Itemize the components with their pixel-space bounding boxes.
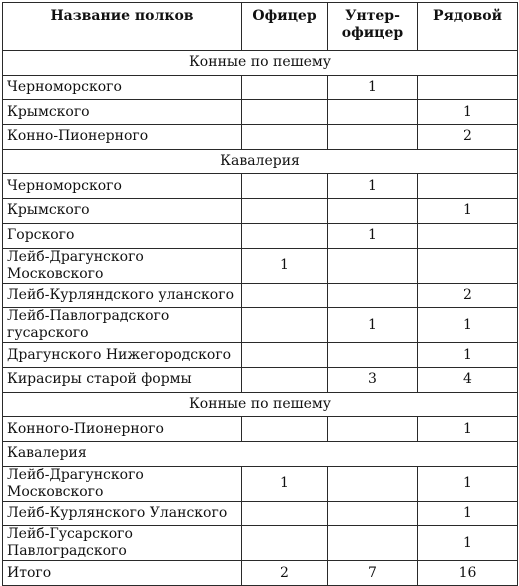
table-row <box>3 367 518 392</box>
private-cell: 1 <box>418 199 518 224</box>
regiment-name-cell: Лейб-Курлянского Уланского <box>3 501 242 526</box>
private-cell <box>418 223 518 248</box>
table-row <box>3 248 518 283</box>
officer-cell: 2 <box>242 561 328 586</box>
regiment-name-cell: Драгунского Нижегородского <box>3 343 242 368</box>
officer-cell <box>242 125 328 150</box>
nco-cell: 1 <box>328 223 418 248</box>
private-cell: 1 <box>418 100 518 125</box>
section-label: Конные по пешему <box>3 392 518 417</box>
regiment-name-cell: Лейб-Павлоградского гусарского <box>3 308 242 343</box>
header-officer: Офицер <box>242 3 328 51</box>
header-nco: Унтер-офицер <box>328 3 418 51</box>
table-row <box>3 75 518 100</box>
nco-cell <box>328 283 418 308</box>
regiment-name-cell: Конно-Пионерного <box>3 125 242 150</box>
table-row <box>3 343 518 368</box>
section-label: Кавалерия <box>3 441 518 466</box>
header-private: Рядовой <box>418 3 518 51</box>
officer-cell <box>242 100 328 125</box>
table-row <box>3 561 518 586</box>
regiment-name-cell: Конного-Пионерного <box>3 417 242 442</box>
nco-cell: 7 <box>328 561 418 586</box>
officer-cell <box>242 501 328 526</box>
section-row <box>3 51 518 76</box>
nco-cell <box>328 100 418 125</box>
regiment-name-cell: Горского <box>3 223 242 248</box>
table-row <box>3 125 518 150</box>
nco-cell: 1 <box>328 75 418 100</box>
regiment-name-cell: Лейб-Драгунского Московского <box>3 248 242 283</box>
table-row <box>3 100 518 125</box>
officer-cell <box>242 367 328 392</box>
regiment-table <box>2 2 518 586</box>
regiment-name-cell: Лейб-Курляндского уланского <box>3 283 242 308</box>
private-cell <box>418 248 518 283</box>
regiment-name-cell: Черноморского <box>3 75 242 100</box>
header-row <box>3 3 518 51</box>
officer-cell <box>242 526 328 561</box>
nco-cell <box>328 125 418 150</box>
regiment-name-cell: Лейб-Гусарского Павлоградского <box>3 526 242 561</box>
section-row <box>3 441 518 466</box>
officer-cell <box>242 308 328 343</box>
table-row <box>3 283 518 308</box>
officer-cell <box>242 283 328 308</box>
table-row <box>3 199 518 224</box>
officer-cell: 1 <box>242 248 328 283</box>
regiment-name-cell: Итого <box>3 561 242 586</box>
table-row <box>3 174 518 199</box>
section-row <box>3 149 518 174</box>
regiment-name-cell: Крымского <box>3 199 242 224</box>
private-cell: 1 <box>418 417 518 442</box>
nco-cell: 3 <box>328 367 418 392</box>
officer-cell <box>242 343 328 368</box>
private-cell <box>418 75 518 100</box>
private-cell: 1 <box>418 526 518 561</box>
officer-cell <box>242 75 328 100</box>
private-cell: 1 <box>418 343 518 368</box>
section-row <box>3 392 518 417</box>
regiment-name-cell: Черноморского <box>3 174 242 199</box>
private-cell: 1 <box>418 308 518 343</box>
table-row <box>3 501 518 526</box>
officer-cell <box>242 199 328 224</box>
table-row <box>3 223 518 248</box>
private-cell: 4 <box>418 367 518 392</box>
nco-cell <box>328 466 418 501</box>
private-cell <box>418 174 518 199</box>
private-cell: 1 <box>418 466 518 501</box>
officer-cell <box>242 417 328 442</box>
nco-cell: 1 <box>328 174 418 199</box>
table-row <box>3 308 518 343</box>
nco-cell <box>328 199 418 224</box>
nco-cell: 1 <box>328 308 418 343</box>
nco-cell <box>328 343 418 368</box>
table-row <box>3 417 518 442</box>
table-row <box>3 466 518 501</box>
regiment-name-cell: Крымского <box>3 100 242 125</box>
regiment-name-cell: Кирасиры старой формы <box>3 367 242 392</box>
officer-cell: 1 <box>242 466 328 501</box>
private-cell: 1 <box>418 501 518 526</box>
nco-cell <box>328 501 418 526</box>
nco-cell <box>328 526 418 561</box>
nco-cell <box>328 248 418 283</box>
table-row <box>3 526 518 561</box>
section-label: Кавалерия <box>3 149 518 174</box>
officer-cell <box>242 174 328 199</box>
officer-cell <box>242 223 328 248</box>
nco-cell <box>328 417 418 442</box>
header-regiment-name: Название полков <box>3 3 242 51</box>
table-body <box>3 51 518 586</box>
regiment-name-cell: Лейб-Драгунского Московского <box>3 466 242 501</box>
section-label: Конные по пешему <box>3 51 518 76</box>
private-cell: 2 <box>418 125 518 150</box>
private-cell: 16 <box>418 561 518 586</box>
table-header <box>3 3 518 51</box>
private-cell: 2 <box>418 283 518 308</box>
